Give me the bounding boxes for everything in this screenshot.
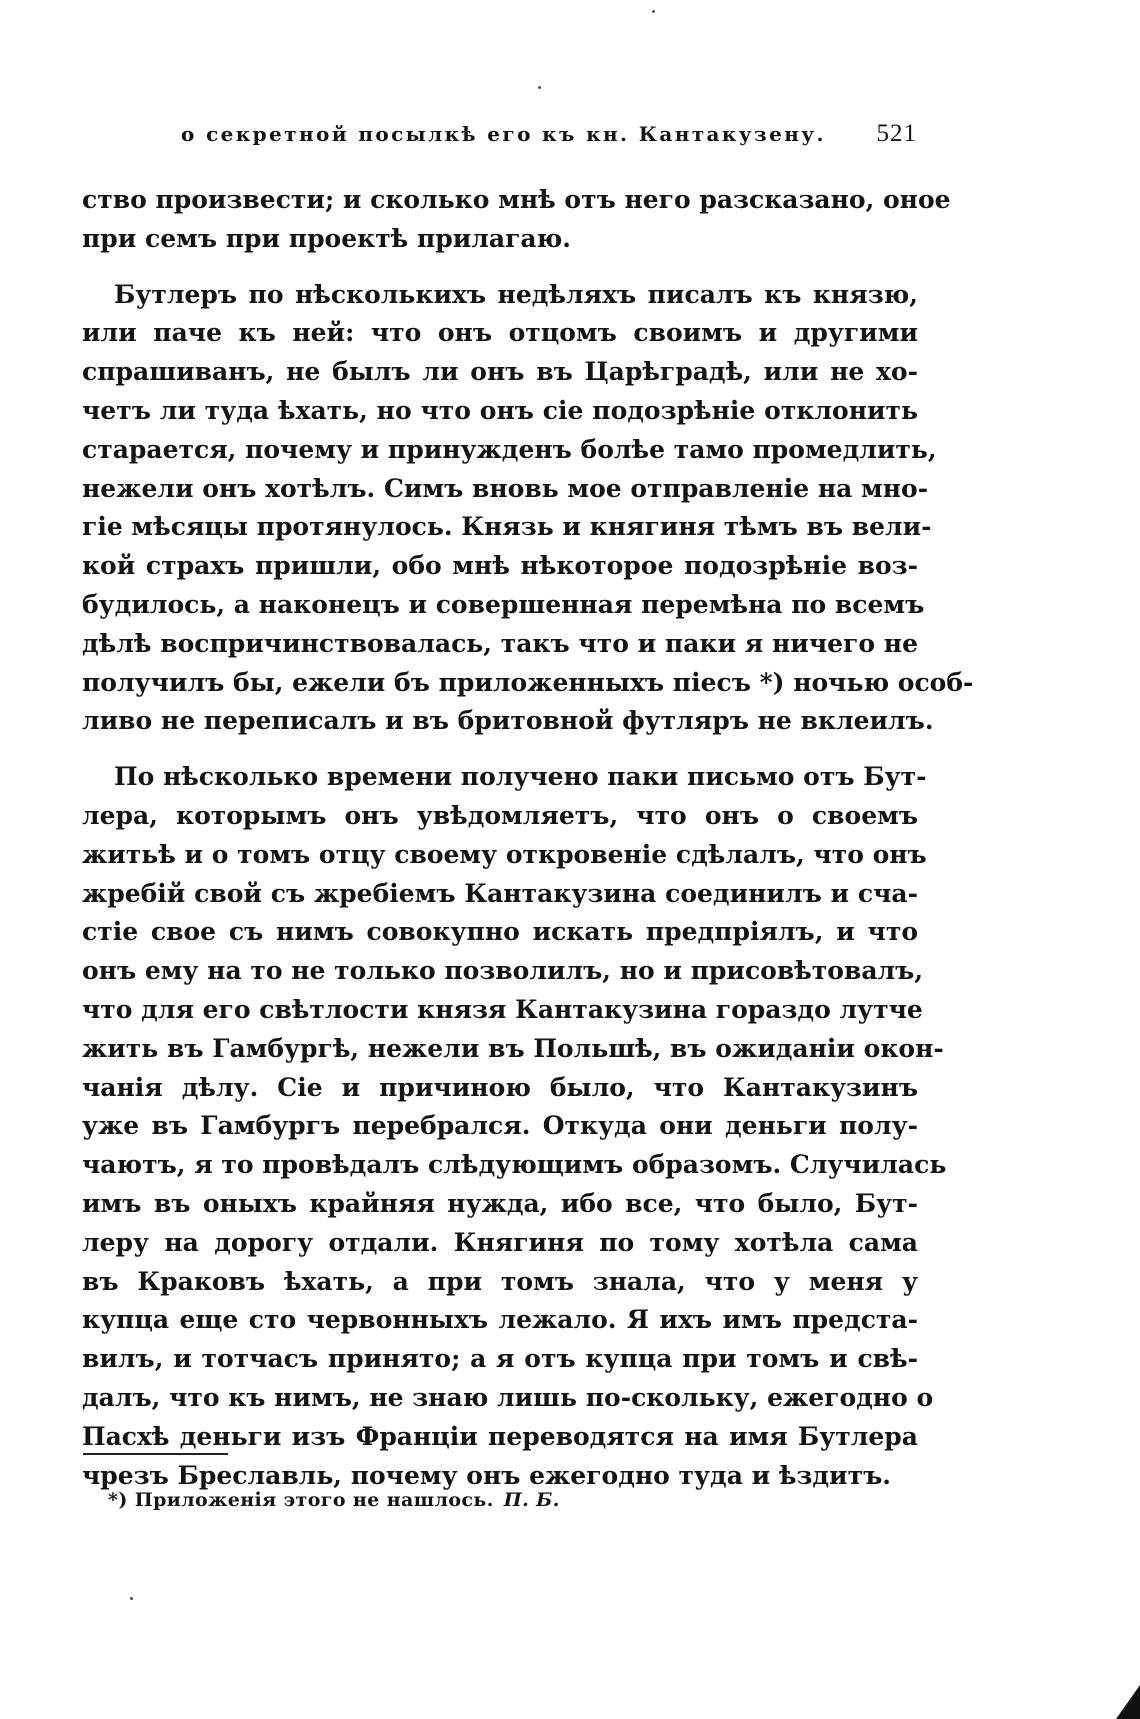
text-line: стіе свое съ нимъ совокупно искать предпріялъ, и что	[82, 917, 918, 947]
running-header	[181, 116, 917, 152]
text-line: старается, почему и принужденъ болѣе тамо промедлить,	[82, 434, 937, 464]
text-line: далъ, что къ нимъ, не знаю лишь по-скольку, ежегодно о	[82, 1382, 934, 1412]
corner-ink-blot	[1116, 1685, 1140, 1719]
text-line: нежели онъ хотѣлъ. Симъ вновь мое отправленіе на мно-	[82, 473, 929, 503]
text-line: чанія дѣлу. Сіе и причиною было, что Кантакузинъ	[82, 1072, 918, 1102]
text-line: чаютъ, я то провѣдалъ слѣдующимъ образомъ. Случилась	[82, 1150, 947, 1180]
text-line: житьѣ и о томъ отцу своему откровеніе сдѣлалъ, что онъ	[82, 839, 927, 869]
paragraph	[82, 276, 974, 742]
speck-mark	[652, 10, 655, 13]
text-line: четъ ли туда ѣхать, но что онъ сіе подозрѣніе отклонить	[82, 395, 918, 425]
text-line: чрезъ Бреславль, почему онъ ежегодно туда и ѣздитъ.	[82, 1460, 891, 1490]
text-line: лера, которымъ онъ увѣдомляетъ, что онъ о своемъ	[82, 800, 918, 830]
footnote-text: *) Приложенія этого не нашлось.	[108, 1489, 494, 1511]
text-line: ливо не переписалъ и въ бритовной футляръ не вклеилъ.	[82, 706, 934, 736]
text-line: получилъ бы, ежели бъ приложенныхъ піесъ *) ночью особ-	[82, 667, 974, 697]
paragraph	[82, 181, 951, 259]
text-line: будилось, а наконецъ и совершенная перемѣна по всемъ	[82, 589, 925, 619]
text-line: имъ въ оныхъ крайняя нужда, ибо все, что было, Бут-	[82, 1188, 918, 1218]
speck-mark	[130, 1597, 133, 1600]
text-line: гіе мѣсяцы протянулось. Князь и княгиня тѣмъ въ вели-	[82, 512, 932, 542]
paragraph	[82, 758, 947, 1495]
text-line: что для его свѣтлости князя Кантакузина гораздо лутче	[82, 994, 923, 1024]
text-line: кой страхъ пришли, обо мнѣ нѣкоторое подозрѣніе воз-	[82, 551, 918, 581]
text-line: Бутлеръ по нѣсколькихъ недѣляхъ писалъ къ князю,	[114, 279, 918, 309]
text-line: или паче къ ней: что онъ отцомъ своимъ и другими	[82, 318, 918, 348]
footnote-rule	[83, 1453, 228, 1455]
text-line: спрашиванъ, не былъ ли онъ въ Царѣградѣ, или не хо-	[82, 357, 918, 387]
text-line: жить въ Гамбургѣ, нежели въ Польшѣ, въ ожиданіи окон-	[82, 1033, 944, 1063]
text-line: купца еще сто червонныхъ лежало. Я ихъ имъ предста-	[82, 1305, 918, 1335]
text-line: при семъ при проектѣ прилагаю.	[82, 223, 571, 253]
text-line: ство произвести; и сколько мнѣ отъ него разсказано, оное	[82, 185, 951, 214]
text-line: онъ ему на то не только позволилъ, но и присовѣтовалъ,	[82, 956, 924, 986]
text-line: въ Краковъ ѣхать, а при томъ знала, что у меня у	[82, 1266, 918, 1296]
text-line: вилъ, и тотчасъ принято; а я отъ купца при томъ и свѣ-	[82, 1344, 918, 1374]
running-header-title: о секретной посылкѣ его къ кн. Кантакузену.	[181, 122, 826, 146]
text-line: Пасхѣ деньги изъ Франціи переводятся на имя Бутлера	[82, 1421, 918, 1451]
text-line: леру на дорогу отдали. Княгиня по тому хотѣла сама	[82, 1227, 918, 1257]
footnote	[108, 1485, 560, 1515]
text-line: уже въ Гамбургъ перебрался. Откуда они деньги полу-	[82, 1111, 918, 1141]
speck-mark	[538, 86, 541, 89]
text-line: дѣлѣ воспричинствовалась, такъ что и паки я ничего не	[82, 628, 918, 658]
text-line: По нѣсколько времени получено паки письмо отъ Бут-	[114, 762, 927, 792]
body-text	[82, 181, 974, 1512]
footnote-credit: П. Б.	[503, 1489, 560, 1511]
page-number: 521	[876, 120, 917, 147]
text-line: жребій свой съ жребіемъ Кантакузина соединилъ и сча-	[82, 878, 918, 908]
